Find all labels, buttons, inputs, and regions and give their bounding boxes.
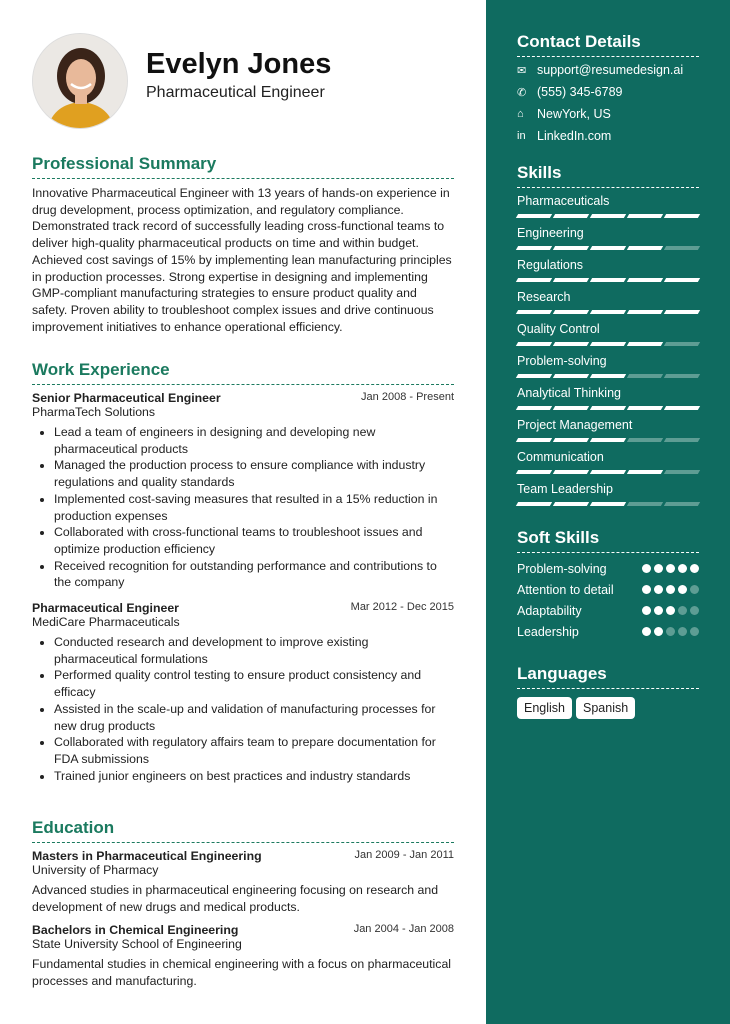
skill-bar: [517, 374, 699, 378]
contact-text: LinkedIn.com: [537, 129, 612, 143]
skill-bar-segment: [516, 278, 552, 282]
bullet-item: • Conducted research and development to improve existing pharmaceutical formulations: [54, 634, 454, 667]
language-badge: Spanish: [576, 697, 635, 719]
rating-dot: [654, 585, 663, 594]
bullet-item: • Implemented cost-saving measures that resulted in a 15% reduction in production expenses: [54, 491, 454, 524]
soft-skill-row: [517, 624, 699, 640]
skill-bar-segment: [590, 438, 626, 442]
contact-text: (555) 345-6789: [537, 85, 623, 99]
rating-dot: [654, 627, 663, 636]
skill-bar-segment: [627, 470, 663, 474]
skill-bar-segment: [627, 310, 663, 314]
soft-skill-row: [517, 603, 699, 619]
skill-bar-segment: [664, 214, 700, 218]
skill-name: Problem-solving: [517, 354, 607, 368]
skill-name: Team Leadership: [517, 482, 613, 496]
linkedin-icon: in: [517, 130, 526, 142]
rating-dot: [690, 627, 699, 636]
skill-bar-segment: [627, 406, 663, 410]
contact-item[interactable]: [517, 63, 699, 77]
summary-section: [32, 154, 454, 335]
job-header: [32, 601, 454, 615]
education-description: Fundamental studies in chemical engineering with a focus on pharmaceutical processes and manufacturing.: [32, 957, 452, 989]
degree: Masters in Pharmaceutical Engineering: [32, 849, 262, 863]
bullet-item: • Managed the production process to ensure compliance with industry regulations and quality standards: [54, 457, 454, 490]
job-header: [32, 391, 454, 405]
skill-bar-segment: [590, 374, 626, 378]
skill-bar-segment: [553, 342, 589, 346]
rating-dot: [666, 585, 675, 594]
company-name: MediCare Pharmaceuticals: [32, 615, 180, 630]
soft-skill-name: Problem-solving: [517, 562, 607, 576]
skill-bar-segment: [516, 214, 552, 218]
bullet-item: • Collaborated with regulatory affairs team to prepare documentation for FDA submissions: [54, 734, 454, 767]
rating-dot: [678, 585, 687, 594]
skill-bar-segment: [664, 310, 700, 314]
bullet-item: • Performed quality control testing to ensure product consistency and efficacy: [54, 667, 454, 700]
skill-bar-segment: [627, 342, 663, 346]
skill-bar-segment: [553, 374, 589, 378]
skill-bar: [517, 342, 699, 346]
soft-skill-name: Attention to detail: [517, 583, 614, 597]
skill-name: Engineering: [517, 226, 584, 240]
company-name: PharmaTech Solutions: [32, 405, 156, 419]
rating-dot: [666, 627, 675, 636]
job-entry: [32, 391, 454, 591]
skill-bar-segment: [664, 342, 700, 346]
home-icon: ⌂: [517, 108, 524, 120]
skill-name: Analytical Thinking: [517, 386, 621, 400]
education-entry: [32, 923, 454, 989]
section-heading: Education: [32, 818, 454, 843]
soft-skill-row: [517, 582, 699, 598]
bullet-item: • Collaborated with cross-functional teams to troubleshoot issues and optimize production efficiency: [54, 524, 454, 557]
skill-bar-segment: [590, 278, 626, 282]
skill-bar-segment: [516, 406, 552, 410]
skill-bar-segment: [516, 374, 552, 378]
skill-bar: [517, 310, 699, 314]
skill-name: Regulations: [517, 258, 584, 272]
bullet-item: • Assisted in the scale-up and validation of manufacturing processes for new drug products: [54, 701, 454, 734]
skill-bar-segment: [664, 374, 700, 378]
rating-dot: [642, 564, 651, 573]
section-heading: Languages: [517, 664, 699, 689]
job-title: Pharmaceutical Engineer: [32, 601, 179, 616]
rating-dot: [678, 627, 687, 636]
rating-dot: [690, 606, 699, 615]
skill-name: Project Management: [517, 418, 633, 432]
section-heading: Skills: [517, 163, 699, 188]
contact-item[interactable]: [517, 85, 699, 99]
degree: Bachelors in Chemical Engineering: [32, 923, 239, 938]
education-dates: Jan 2004 - Jan 2008: [353, 923, 454, 936]
skill-bar-segment: [516, 470, 552, 474]
phone-icon: ✆: [517, 86, 527, 99]
skill-bar: [517, 246, 699, 250]
school-name: State University School of Engineering: [32, 937, 242, 952]
section-heading: Work Experience: [32, 360, 454, 385]
soft-skill-rating: [642, 627, 699, 640]
skill-name: Communication: [517, 450, 604, 464]
skill-name: Quality Control: [517, 322, 600, 336]
job-entry: [32, 601, 454, 784]
skill-bar: [517, 214, 699, 218]
job-bullets: [32, 424, 454, 591]
skill-bar: [517, 502, 699, 506]
job-title: Senior Pharmaceutical Engineer: [32, 391, 221, 405]
rating-dot: [666, 606, 675, 615]
skill-bar: [517, 470, 699, 474]
skill-bar-segment: [664, 438, 700, 442]
summary-text: Innovative Pharmaceutical Engineer with 13 years of hands-on experience in drug development, process optimization, and regulatory compliance. Demonstrated track record of successfully leading cross-functional teams to deliver high-quality pharmaceutical products on time and within budget. Achieved cost savings of 15% by implementing lean manufacturing principles in production processes. Strong expertise in designing and implementing GMP-compliant manufacturing strategies to ensure product quality and safety. Proven ability to troubleshoot complex issues and drive continuous improvement initiatives to enhance operational efficiency.: [32, 186, 452, 334]
soft-skill-name: Leadership: [517, 625, 579, 639]
rating-dot: [654, 606, 663, 615]
experience-section: [32, 360, 454, 794]
skill-bar-segment: [664, 278, 700, 282]
candidate-title: Pharmaceutical Engineer: [146, 84, 325, 101]
skill-bar-segment: [553, 278, 589, 282]
skill-bar-segment: [627, 214, 663, 218]
skill-bar-segment: [516, 246, 552, 250]
candidate-name: Evelyn Jones: [146, 48, 332, 80]
skill-bar-segment: [590, 214, 626, 218]
soft-skill-name: Adaptability: [517, 604, 582, 618]
skill-bar-segment: [553, 438, 589, 442]
education-header: [32, 849, 454, 863]
contact-item[interactable]: [517, 129, 699, 143]
rating-dot: [678, 606, 687, 615]
contact-item: [517, 107, 699, 121]
rating-dot: [690, 585, 699, 594]
profile-photo: [32, 33, 128, 129]
skill-bar: [517, 438, 699, 442]
sidebar: [486, 0, 730, 1024]
skill-bar-segment: [553, 214, 589, 218]
skill-bar-segment: [627, 438, 663, 442]
soft-skill-rating: [642, 585, 699, 598]
job-dates: Mar 2012 - Dec 2015: [350, 601, 454, 614]
skill-bar-segment: [553, 470, 589, 474]
skill-bar-segment: [553, 502, 589, 506]
section-heading: Professional Summary: [32, 154, 454, 179]
education-header: [32, 923, 454, 937]
education-section: [32, 818, 454, 998]
skill-bar-segment: [553, 246, 589, 250]
skill-bar-segment: [590, 246, 626, 250]
skill-bar-segment: [590, 470, 626, 474]
job-dates: Jan 2008 - Present: [361, 391, 454, 403]
skill-bar: [517, 278, 699, 282]
skill-name: Research: [517, 290, 571, 304]
soft-skill-rating: [642, 564, 699, 577]
rating-dot: [690, 564, 699, 573]
bullet-item: • Lead a team of engineers in designing and developing new pharmaceutical products: [54, 424, 454, 457]
skill-bar-segment: [664, 502, 700, 506]
education-dates: Jan 2009 - Jan 2011: [354, 849, 454, 861]
skill-name: Pharmaceuticals: [517, 194, 610, 208]
rating-dot: [642, 585, 651, 594]
rating-dot: [654, 564, 663, 573]
skill-bar-segment: [590, 310, 626, 314]
skill-bar-segment: [664, 406, 700, 410]
envelope-icon: ✉: [517, 64, 527, 77]
rating-dot: [642, 627, 651, 636]
skill-bar-segment: [590, 406, 626, 410]
skill-bar-segment: [516, 502, 552, 506]
skill-bar-segment: [516, 310, 552, 314]
rating-dot: [678, 564, 687, 573]
skill-bar-segment: [516, 342, 552, 346]
section-heading: Contact Details: [517, 32, 699, 57]
skill-bar-segment: [516, 438, 552, 442]
section-heading: Soft Skills: [517, 528, 699, 553]
bullet-item: • Received recognition for outstanding performance and contributions to the company: [54, 558, 454, 591]
skill-bar-segment: [553, 310, 589, 314]
skill-bar-segment: [590, 502, 626, 506]
soft-skill-rating: [642, 606, 699, 619]
skill-bar-segment: [553, 406, 589, 410]
skill-bar-segment: [627, 374, 663, 378]
job-bullets: [32, 634, 454, 784]
language-badge: English: [517, 697, 572, 719]
contact-text: NewYork, US: [537, 107, 611, 121]
skill-bar-segment: [590, 342, 626, 346]
skill-bar-segment: [627, 278, 663, 282]
skill-bar-segment: [664, 246, 700, 250]
education-description: Advanced studies in pharmaceutical engineering focusing on research and development of new drugs and medical products.: [32, 883, 439, 914]
skill-bar: [517, 406, 699, 410]
skill-bar-segment: [627, 246, 663, 250]
skill-bar-segment: [627, 502, 663, 506]
rating-dot: [666, 564, 675, 573]
bullet-item: • Trained junior engineers on best practices and industry standards: [54, 768, 454, 785]
school-name: University of Pharmacy: [32, 863, 159, 877]
contact-text: support@resumedesign.ai: [537, 63, 684, 77]
education-entry: [32, 849, 454, 915]
skill-bar-segment: [664, 470, 700, 474]
rating-dot: [642, 606, 651, 615]
soft-skill-row: [517, 561, 699, 577]
